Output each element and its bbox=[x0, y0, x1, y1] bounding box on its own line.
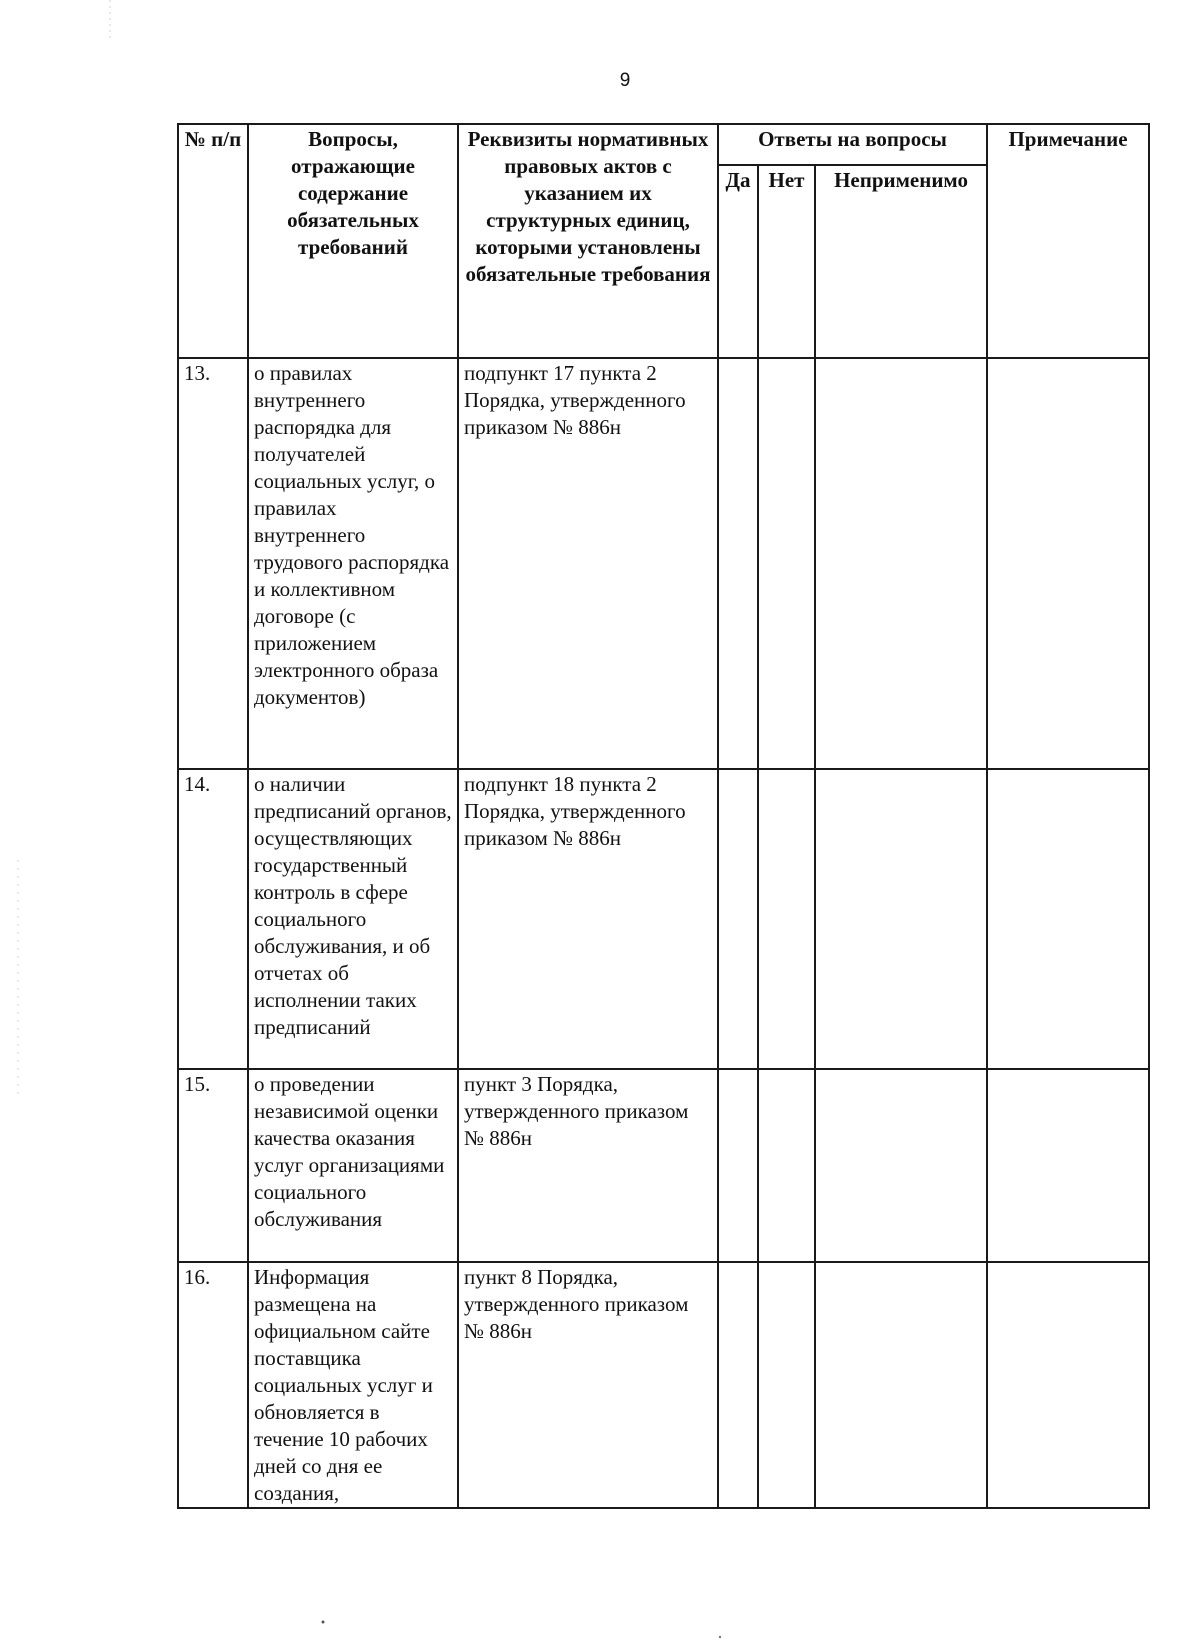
header-answers: Ответы на вопросы bbox=[718, 124, 987, 165]
answer-na-cell[interactable] bbox=[815, 769, 987, 1069]
row-question: о наличии предписаний органов, осуществляющих государственный контроль в сфере социального обслуживания, и об отчетах об исполнении таких предписаний bbox=[248, 769, 458, 1069]
note-cell[interactable] bbox=[987, 1069, 1149, 1262]
row-question: о проведении независимой оценки качества оказания услуг организациями социального обслуживания bbox=[248, 1069, 458, 1262]
row-reference: подпункт 17 пункта 2 Порядка, утвержденного приказом № 886н bbox=[458, 358, 718, 769]
header-num: № п/п bbox=[178, 124, 248, 358]
table-row bbox=[178, 358, 1149, 769]
note-cell[interactable] bbox=[987, 358, 1149, 769]
page-number: 9 bbox=[619, 70, 631, 91]
answer-yes-cell[interactable] bbox=[718, 1069, 758, 1262]
row-number: 16. bbox=[178, 1262, 248, 1508]
row-reference: подпункт 18 пункта 2 Порядка, утвержденного приказом № 886н bbox=[458, 769, 718, 1069]
note-cell[interactable] bbox=[987, 769, 1149, 1069]
header-note: Примечание bbox=[987, 124, 1149, 358]
header-reference: Реквизиты нормативных правовых актов с указанием их структурных единиц, которыми установлены обязательные требования bbox=[458, 124, 718, 358]
answer-na-cell[interactable] bbox=[815, 1069, 987, 1262]
answer-no-cell[interactable] bbox=[758, 1262, 815, 1508]
row-reference: пункт 8 Порядка, утвержденного приказом № 886н bbox=[458, 1262, 718, 1508]
header-na: Неприменимо bbox=[815, 165, 987, 358]
row-number: 13. bbox=[178, 358, 248, 769]
answer-no-cell[interactable] bbox=[758, 769, 815, 1069]
row-question: о правилах внутреннего распорядка для получателей социальных услуг, о правилах внутреннего трудового распорядка и коллективном договоре (с приложением электронного образа документов) bbox=[248, 358, 458, 769]
answer-yes-cell[interactable] bbox=[718, 769, 758, 1069]
note-cell[interactable] bbox=[987, 1262, 1149, 1508]
answer-yes-cell[interactable] bbox=[718, 358, 758, 769]
row-reference: пункт 3 Порядка, утвержденного приказом № 886н bbox=[458, 1069, 718, 1262]
answer-na-cell[interactable] bbox=[815, 1262, 987, 1508]
table-row bbox=[178, 1262, 1149, 1508]
header-no: Нет bbox=[758, 165, 815, 358]
table-row bbox=[178, 1069, 1149, 1262]
checklist-table bbox=[177, 123, 1150, 1509]
answer-no-cell[interactable] bbox=[758, 358, 815, 769]
answer-no-cell[interactable] bbox=[758, 1069, 815, 1262]
answer-yes-cell[interactable] bbox=[718, 1262, 758, 1508]
header-question: Вопросы, отражающие содержание обязательных требований bbox=[248, 124, 458, 358]
row-question: Информация размещена на официальном сайте поставщика социальных услуг и обновляется в течение 10 рабочих дней со дня ее создания, bbox=[248, 1262, 458, 1508]
row-number: 15. bbox=[178, 1069, 248, 1262]
row-number: 14. bbox=[178, 769, 248, 1069]
table-row bbox=[178, 769, 1149, 1069]
header-yes: Да bbox=[718, 165, 758, 358]
table-header-row bbox=[178, 124, 1149, 165]
answer-na-cell[interactable] bbox=[815, 358, 987, 769]
